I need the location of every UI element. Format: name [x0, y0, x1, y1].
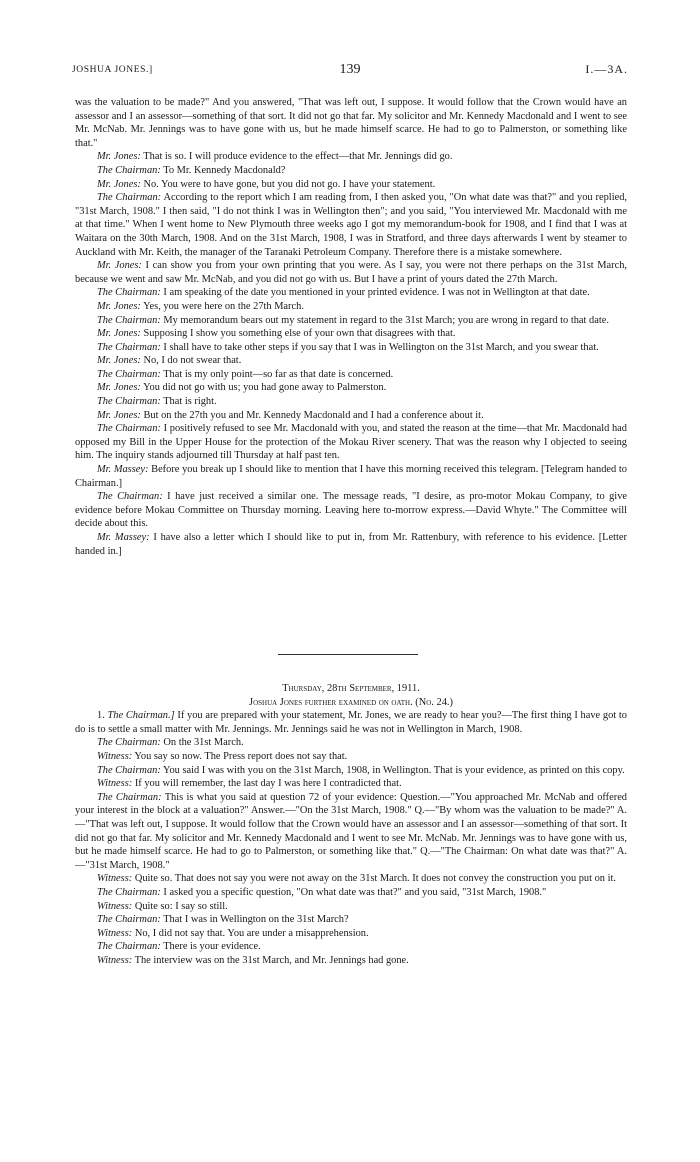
- paragraph: [75, 327, 627, 341]
- paragraph: [75, 354, 627, 368]
- paragraph: [75, 409, 627, 423]
- paragraph-text: If you will remember, the last day I was here I contradicted that.: [132, 778, 402, 790]
- paragraph: [75, 750, 627, 764]
- examination-heading-text: Joshua Jones further examined on oath. (No. 24.): [249, 696, 453, 708]
- paragraph: [75, 300, 627, 314]
- speaker-label: Mr. Massey:: [97, 532, 150, 543]
- paragraph-text: Supposing I show you something else of your own that disagrees with that.: [140, 328, 456, 340]
- paragraph: [75, 736, 627, 750]
- paragraph: [75, 531, 627, 558]
- paragraph: [75, 286, 627, 300]
- speaker-label: Witness:: [97, 873, 133, 885]
- paragraph: [75, 422, 627, 463]
- speaker-label: Mr. Jones:: [97, 151, 141, 163]
- speaker-label: Mr. Jones:: [97, 178, 141, 190]
- paragraph: [75, 395, 627, 409]
- paragraph-text: No, I did not say that. You are under a misapprehension.: [132, 927, 369, 939]
- speaker-label: The Chairman:: [97, 423, 161, 435]
- speaker-label: Mr. Jones:: [97, 382, 141, 394]
- paragraph-text: That I was in Wellington on the 31st March?: [160, 914, 349, 926]
- paragraph: [75, 927, 627, 941]
- speaker-label: The Chairman:: [97, 886, 161, 898]
- paragraph: [75, 900, 627, 914]
- paper-reference: I.—3A.: [585, 62, 628, 76]
- paragraph: [75, 913, 627, 927]
- speaker-label: The Chairman.]: [107, 710, 175, 722]
- paragraph-text: I positively refused to see Mr. Macdonald with you, and stated the reason at the time—that Mr. Macdonald had opposed my Bill in the Upper House for the protection of the Mokau River scenery. That was the reason why I objected to seeing him. The inquiry stands adjourned till Thursday at half past ten.: [75, 423, 627, 462]
- paragraph: [75, 777, 627, 791]
- speaker-label: Witness:: [97, 778, 133, 790]
- speaker-label: Mr. Jones:: [97, 260, 142, 272]
- speaker-label: Witness:: [97, 750, 133, 762]
- paragraph-text: Quite so: I say so still.: [132, 900, 228, 912]
- speaker-label: The Chairman:: [97, 396, 161, 408]
- paragraph: [75, 368, 627, 382]
- paragraph: [75, 954, 627, 968]
- speaker-label: The Chairman:: [97, 314, 161, 326]
- paragraph: [75, 259, 627, 286]
- paragraph-text: My memorandum bears out my statement in regard to the 31st March; you are wrong in regard to that date.: [160, 314, 609, 326]
- paragraph-text: But on the 27th you and Mr. Kennedy Macdonald and I had a conference about it.: [140, 409, 484, 421]
- speaker-label: The Chairman:: [97, 791, 162, 803]
- speaker-label: The Chairman:: [97, 737, 161, 749]
- paragraph-text: Before you break up I should like to mention that I have this morning received this telegram. [Telegram handed to Chairman.]: [75, 464, 627, 489]
- paragraph: [75, 178, 627, 192]
- examination-heading: [75, 696, 627, 710]
- paragraph-text: Quite so. That does not say you were not away on the 31st March. It does not convey the construction you put on it.: [132, 873, 616, 885]
- paragraph-text: I asked you a specific question, "On what date was that?" and you said, "31st March, 1908.": [160, 886, 547, 898]
- paragraph: [75, 791, 627, 873]
- paragraph-text: On the 31st March.: [160, 737, 244, 749]
- speaker-label: The Chairman:: [97, 941, 161, 953]
- question-number: 1.: [97, 710, 108, 722]
- paragraph-text: I have just received a similar one. The message reads, "I desire, as pro-motor Mokau Company, to give evidence before Mokau Committee on Thursday morning. Leaving here to-morrow express.—David Whyte." The Committee will decide about this.: [75, 491, 628, 530]
- speaker-label: Mr. Jones:: [97, 355, 141, 367]
- paragraph: [75, 381, 627, 395]
- paragraph-text: No, I do not swear that.: [140, 355, 242, 367]
- speaker-label: Mr. Jones:: [97, 409, 141, 421]
- paragraph: [75, 314, 627, 328]
- sitting-date: Thursday, 28th September, 1911.: [282, 683, 420, 694]
- paragraph-text: I shall have to take other steps if you say that I was in Wellington on the 31st March, and you swear that.: [160, 341, 599, 353]
- examination-paragraphs: [75, 709, 627, 967]
- paragraph: [75, 886, 627, 900]
- paragraph: [75, 764, 627, 778]
- paragraph-text: No. You were to have gone, but you did not go. I have your statement.: [140, 178, 436, 190]
- paragraph-text: You said I was with you on the 31st March, 1908, in Wellington. That is your evidence, as printed on this copy.: [160, 764, 625, 776]
- speaker-label: Mr. Jones:: [97, 328, 141, 340]
- proceedings-part-two: [75, 682, 627, 967]
- paragraph-text: There is your evidence.: [160, 941, 261, 953]
- paragraph-text: That is so. I will produce evidence to the effect—that Mr. Jennings did go.: [140, 151, 453, 163]
- speaker-label: The Chairman:: [97, 287, 161, 299]
- speaker-label: The Chairman:: [97, 491, 163, 503]
- speaker-label: Mr. Jones:: [97, 300, 141, 312]
- paragraph-text: That is right.: [160, 396, 217, 408]
- paragraph-text: That is my only point—so far as that date is concerned.: [160, 368, 394, 380]
- paragraph-text: This is what you said at question 72 of your evidence: Question.—"You approached Mr. McNab and offered your interest in the block at a valuation?" Answer.—"On the 31st March, 1908." Q.—"By whom was the valuation to be made?" A.—"That was left out, I suppose. It would follow that the Crown would have an assessor and I an assessor—something of that sort. It did not go that far. My solicitor and Mr. Kennedy Macdonald and I went to see Mr. McNab. Mr. Jennings was to have gone with us, but he made himself scarce. He had to go to Palmerston, or something like that." Q.—"The Chairman: On what date was that?" A.—"31st March, 1908.": [75, 791, 627, 871]
- paragraph: [75, 872, 627, 886]
- speaker-label: Witness:: [97, 900, 133, 912]
- speaker-label: Witness:: [97, 927, 133, 939]
- paragraph-text: I have also a letter which I should like to put in, from Mr. Rattenbury, with reference to his evidence. [Letter handed in.]: [75, 532, 627, 557]
- paragraph: [75, 96, 627, 150]
- paragraph: [75, 150, 627, 164]
- speaker-label: The Chairman:: [97, 164, 161, 176]
- speaker-label: The Chairman:: [97, 192, 162, 204]
- section-divider: [278, 654, 418, 655]
- paragraph-text: Yes, you were here on the 27th March.: [140, 300, 304, 312]
- paragraph: [75, 490, 627, 531]
- paragraph-text: You say so now. The Press report does not say that.: [132, 750, 348, 762]
- paragraph: [75, 940, 627, 954]
- paragraph-text: According to the report which I am reading from, I then asked you, "On what date was that?" and you replied, "31st March, 1908." I then said, "I do not think I was in Wellington then"; and you said, "You interviewed Mr. Macdonald with me at that time." When I went home to New Plymouth three weeks ago I got my memorandum-book for 1908, and I find that I was at Waitara on the 30th March, 1908. And on the 31st March, 1908, I was in Stratford, and three days afterwards I went by steamer to Auckland with Mr. Keith, the manager of the Taranaki Petroleum Company. Therefore there is a mistake somewhere.: [75, 192, 627, 258]
- paragraph: [75, 463, 627, 490]
- paragraph-text: If you are prepared with your statement, Mr. Jones, we are ready to hear you?—The first thing I have got to do is to settle a small matter with Mr. Jennings. Mr. Jennings said he was not in Wellington in March, 1908.: [75, 710, 627, 735]
- speaker-label: Mr. Massey:: [97, 464, 149, 476]
- paragraph-text: I can show you from your own printing that you were. As I say, you were not there perhaps on the 31st March, because we went and saw Mr. McNab, and you did not go with us. But I have a print of yours dated the 27th March.: [75, 260, 627, 285]
- speaker-label: The Chairman:: [97, 764, 161, 776]
- page-number: 139: [339, 62, 361, 77]
- paragraph-text: To Mr. Kennedy Macdonald?: [160, 164, 286, 176]
- proceedings-part-one: [75, 96, 627, 558]
- paragraph: [75, 164, 627, 178]
- speaker-label: Witness:: [97, 954, 133, 966]
- page-header: [72, 62, 628, 82]
- running-head-left: JOSHUA JONES.]: [72, 65, 153, 75]
- paragraph-text: The interview was on the 31st March, and Mr. Jennings had gone.: [132, 954, 409, 966]
- speaker-label: The Chairman:: [97, 341, 161, 353]
- paragraph-text: I am speaking of the date you mentioned in your printed evidence. I was not in Wellington at that date.: [160, 287, 590, 299]
- paragraph: [75, 191, 627, 259]
- paragraph: [75, 341, 627, 355]
- paragraph: [75, 709, 627, 736]
- speaker-label: The Chairman:: [97, 368, 161, 380]
- paragraph-text: You did not go with us; you had gone away to Palmerston.: [140, 382, 387, 394]
- paragraph-text: was the valuation to be made?" And you answered, "That was left out, I suppose. It would follow that the Crown would have an assessor and I an assessor—something of that sort. It did not go that far. My solicitor and Mr. Kennedy Macdonald and I went to see Mr. McNab. Mr. Jennings was to have gone with us, but he made himself scarce. He had to go to Palmerston, or something like that.": [75, 97, 627, 149]
- speaker-label: The Chairman:: [97, 914, 161, 926]
